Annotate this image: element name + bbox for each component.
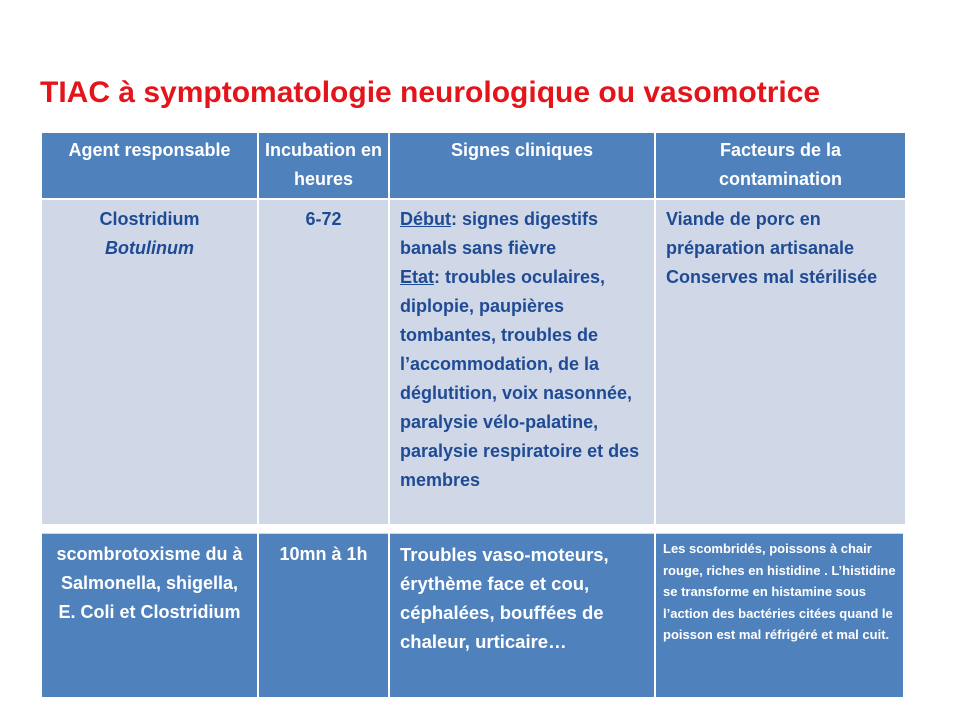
- row2-facteurs: Les scombridés, poissons à chair rouge, riches en histidine . L’histidine se transforme en histamine sous l’action des bactéries citées quand le poisson est mal réfrigéré et mal cuit.: [656, 533, 903, 697]
- row1-etat-text: : troubles oculaires, diplopie, paupières tombantes, troubles de l’accommodation, de la déglutition, voix nasonnée, paralysie vélo-palatine, paralysie respiratoire et des membres: [400, 267, 640, 490]
- row2-agent: scombrotoxisme du à Salmonella, shigella, E. Coli et Clostridium: [42, 533, 257, 697]
- row1-agent: [42, 200, 257, 524]
- row1-facteurs-line2: Conserves mal stérilisée: [666, 267, 878, 287]
- row1-facteurs: [656, 200, 905, 524]
- header-facteurs: Facteurs de la contamination: [656, 133, 905, 198]
- row1-signes: [390, 200, 654, 524]
- slide-title: TIAC à symptomatologie neurologique ou vasomotrice: [40, 76, 821, 109]
- row1-agent-species: Botulinum: [105, 238, 194, 258]
- row1-facteurs-line1: Viande de porc en préparation artisanale: [666, 209, 855, 258]
- header-signes: Signes cliniques: [390, 133, 654, 198]
- row1-agent-genus: Clostridium: [99, 209, 200, 229]
- row1-incubation: 6-72: [259, 200, 388, 524]
- row1-etat-label: Etat: [400, 267, 435, 287]
- header-agent: Agent responsable: [42, 133, 257, 198]
- header-incubation: Incubation en heures: [259, 133, 388, 198]
- row1-debut-label: Début: [400, 209, 451, 229]
- row2-incubation: 10mn à 1h: [259, 533, 388, 697]
- row2-signes: Troubles vaso-moteurs, érythème face et cou, céphalées, bouffées de chaleur, urticaire…: [390, 533, 654, 697]
- row1-debut-text: : signes digestifs banals sans fièvre: [400, 209, 599, 258]
